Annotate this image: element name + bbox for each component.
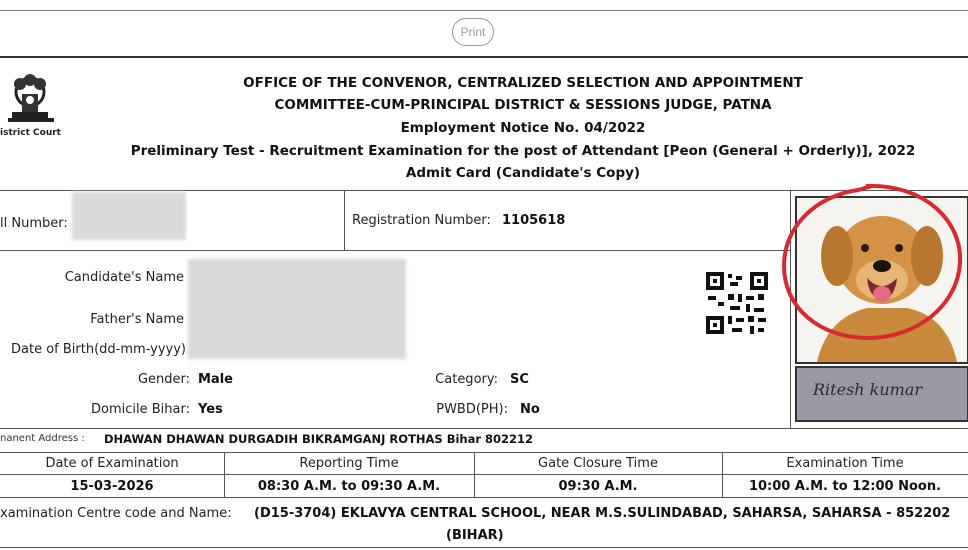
schedule-value-reporting: 08:30 A.M. to 09:30 A.M. — [257, 479, 441, 494]
gender-label: Gender: — [137, 372, 190, 387]
pwbd-label: PWBD(PH): — [436, 402, 508, 417]
emblem-caption: istrict Court — [0, 128, 61, 138]
schedule-header-exam: Examination Time — [786, 456, 904, 471]
schedule-value-date: 15-03-2026 — [70, 479, 154, 494]
roll-number-redacted — [72, 192, 186, 240]
header-line-3: Employment Notice No. 04/2022 — [400, 120, 646, 136]
address-value: DHAWAN DHAWAN DURGADIH BIKRAMGANJ ROTHAS Bihar 802212 — [104, 432, 534, 446]
centre-label: xamination Centre code and Name: — [0, 506, 232, 521]
annotation-circle — [776, 182, 966, 342]
schedule-value-gate: 09:30 A.M. — [558, 479, 638, 494]
schedule-value-exam: 10:00 A.M. to 12:00 Noon. — [748, 479, 942, 494]
schedule-header-reporting: Reporting Time — [299, 456, 399, 471]
centre-value-line-1: (D15-3704) EKLAVYA CENTRAL SCHOOL, NEAR M.S.SULINDABAD, SAHARSA, SAHARSA - 852202 — [254, 506, 951, 521]
schedule-header-date: Date of Examination — [45, 456, 179, 471]
personal-details-redacted — [188, 259, 406, 359]
roll-number-label: ll Number: — [0, 216, 68, 231]
category-label: Category: — [435, 372, 498, 387]
signature-text: Ritesh kumar — [813, 380, 923, 399]
candidate-name-label: Candidate's Name — [64, 270, 184, 285]
dob-label: Date of Birth(dd-mm-yyyy) — [11, 342, 186, 357]
father-name-label: Father's Name — [90, 312, 184, 327]
header-line-5: Admit Card (Candidate's Copy) — [405, 165, 641, 181]
pwbd-value: No — [520, 402, 540, 417]
registration-number-label: Registration Number: — [352, 213, 491, 228]
header-line-1: OFFICE OF THE CONVENOR, CENTRALIZED SELECTION AND APPOINTMENT — [243, 75, 803, 91]
print-button[interactable]: Print — [452, 18, 494, 46]
gender-value: Male — [198, 372, 233, 387]
domicile-value: Yes — [198, 402, 223, 417]
signature-image — [795, 366, 968, 422]
header-line-2: COMMITTEE-CUM-PRINCIPAL DISTRICT & SESSIONS JUDGE, PATNA — [274, 97, 772, 113]
qr-code-icon — [706, 272, 768, 334]
schedule-header-gate: Gate Closure Time — [538, 456, 658, 471]
domicile-label: Domicile Bihar: — [91, 402, 190, 417]
header-line-4: Preliminary Test - Recruitment Examination for the post of Attendant [Peon (General + Orderly)], 2022 — [130, 143, 916, 159]
centre-value-line-2: (BIHAR) — [446, 528, 504, 543]
category-value: SC — [510, 372, 529, 387]
registration-number-value: 1105618 — [502, 213, 566, 228]
address-label: nanent Address : — [0, 433, 85, 444]
